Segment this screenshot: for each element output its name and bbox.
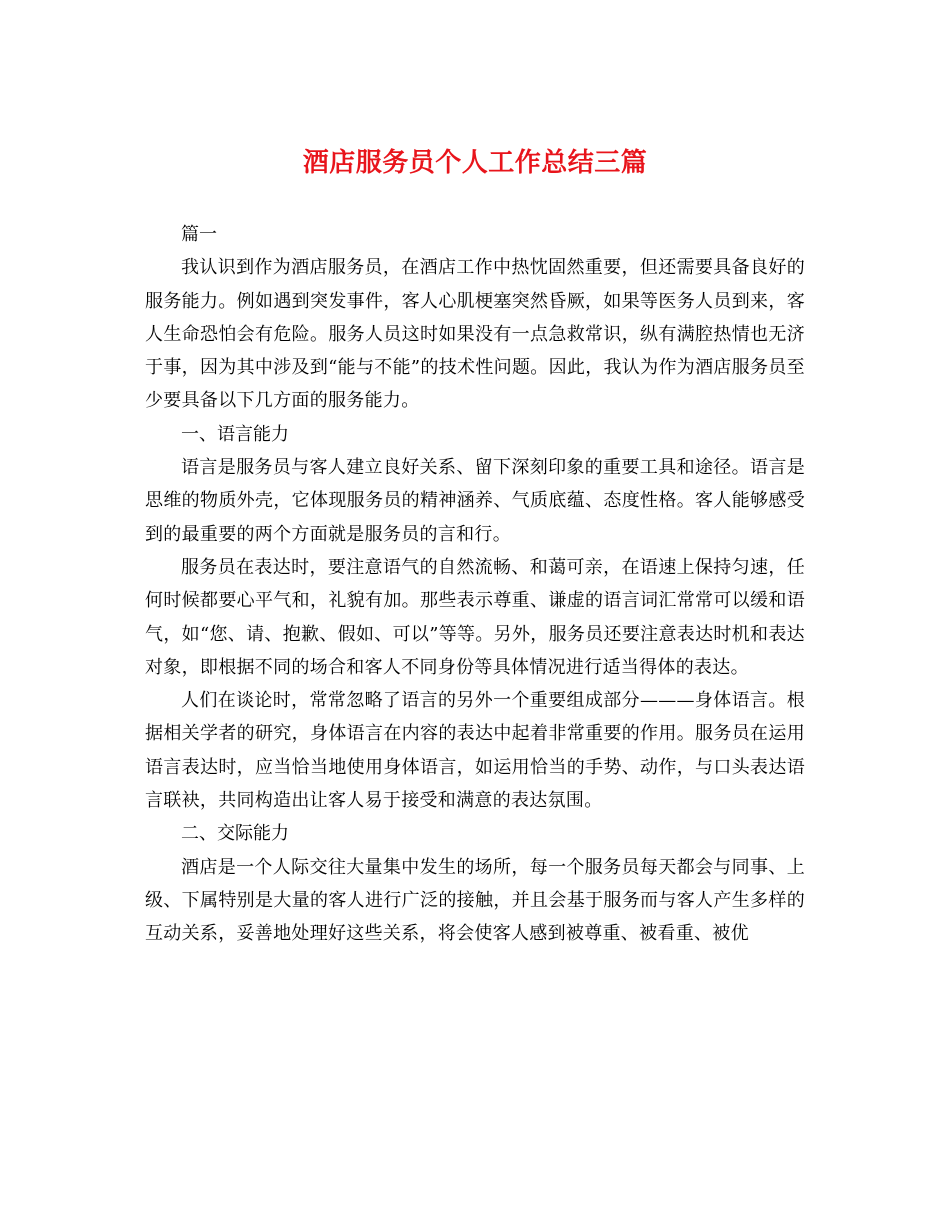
- document-title: 酒店服务员个人工作总结三篇: [302, 148, 648, 178]
- section-heading: 二、交际能力: [181, 823, 289, 845]
- body-paragraph: 人们在谈论时，常常忽略了语言的另外一个重要组成部分———身体语言。根据相关学者的研究，身体语言在内容的表达中起着非常重要的作用。服务员在运用语言表达时，应当恰当地使用身体语言，如运用恰当的手势、动作，与口头表达语言联袂，共同构造出让客人易于接受和满意的表达氛围。: [145, 690, 805, 812]
- document-body: [145, 218, 805, 951]
- body-paragraph: 我认识到作为酒店服务员，在酒店工作中热忱固然重要，但还需要具备良好的服务能力。例如遇到突发事件，客人心肌梗塞突然昏厥，如果等医务人员到来，客人生命恐怕会有危险。服务人员这时如果没有一点急救常识，纵有满腔热情也无济于事，因为其中涉及到“能与不能”的技术性问题。因此，我认为作为酒店服务员至少要具备以下几方面的服务能力。: [145, 257, 805, 412]
- section-heading: 一、语言能力: [181, 423, 289, 445]
- body-paragraph: 语言是服务员与客人建立良好关系、留下深刻印象的重要工具和途径。语言是思维的物质外壳，它体现服务员的精神涵养、气质底蕴、态度性格。客人能够感受到的最重要的两个方面就是服务员的言和行。: [145, 457, 805, 545]
- body-paragraph: 服务员在表达时，要注意语气的自然流畅、和蔼可亲，在语速上保持匀速，任何时候都要心平气和，礼貌有加。那些表示尊重、谦虚的语言词汇常常可以缓和语气，如“您、请、抱歉、假如、可以”等等。另外，服务员还要注意表达时机和表达对象，即根据不同的场合和客人不同身份等具体情况进行适当得体的表达。: [145, 556, 805, 678]
- section-heading: 篇一: [181, 224, 217, 245]
- body-paragraph: 酒店是一个人际交往大量集中发生的场所，每一个服务员每天都会与同事、上级、下属特别是大量的客人进行广泛的接触，并且会基于服务而与客人产生多样的互动关系，妥善地处理好这些关系，将会使客人感到被尊重、被看重、被优: [145, 856, 805, 945]
